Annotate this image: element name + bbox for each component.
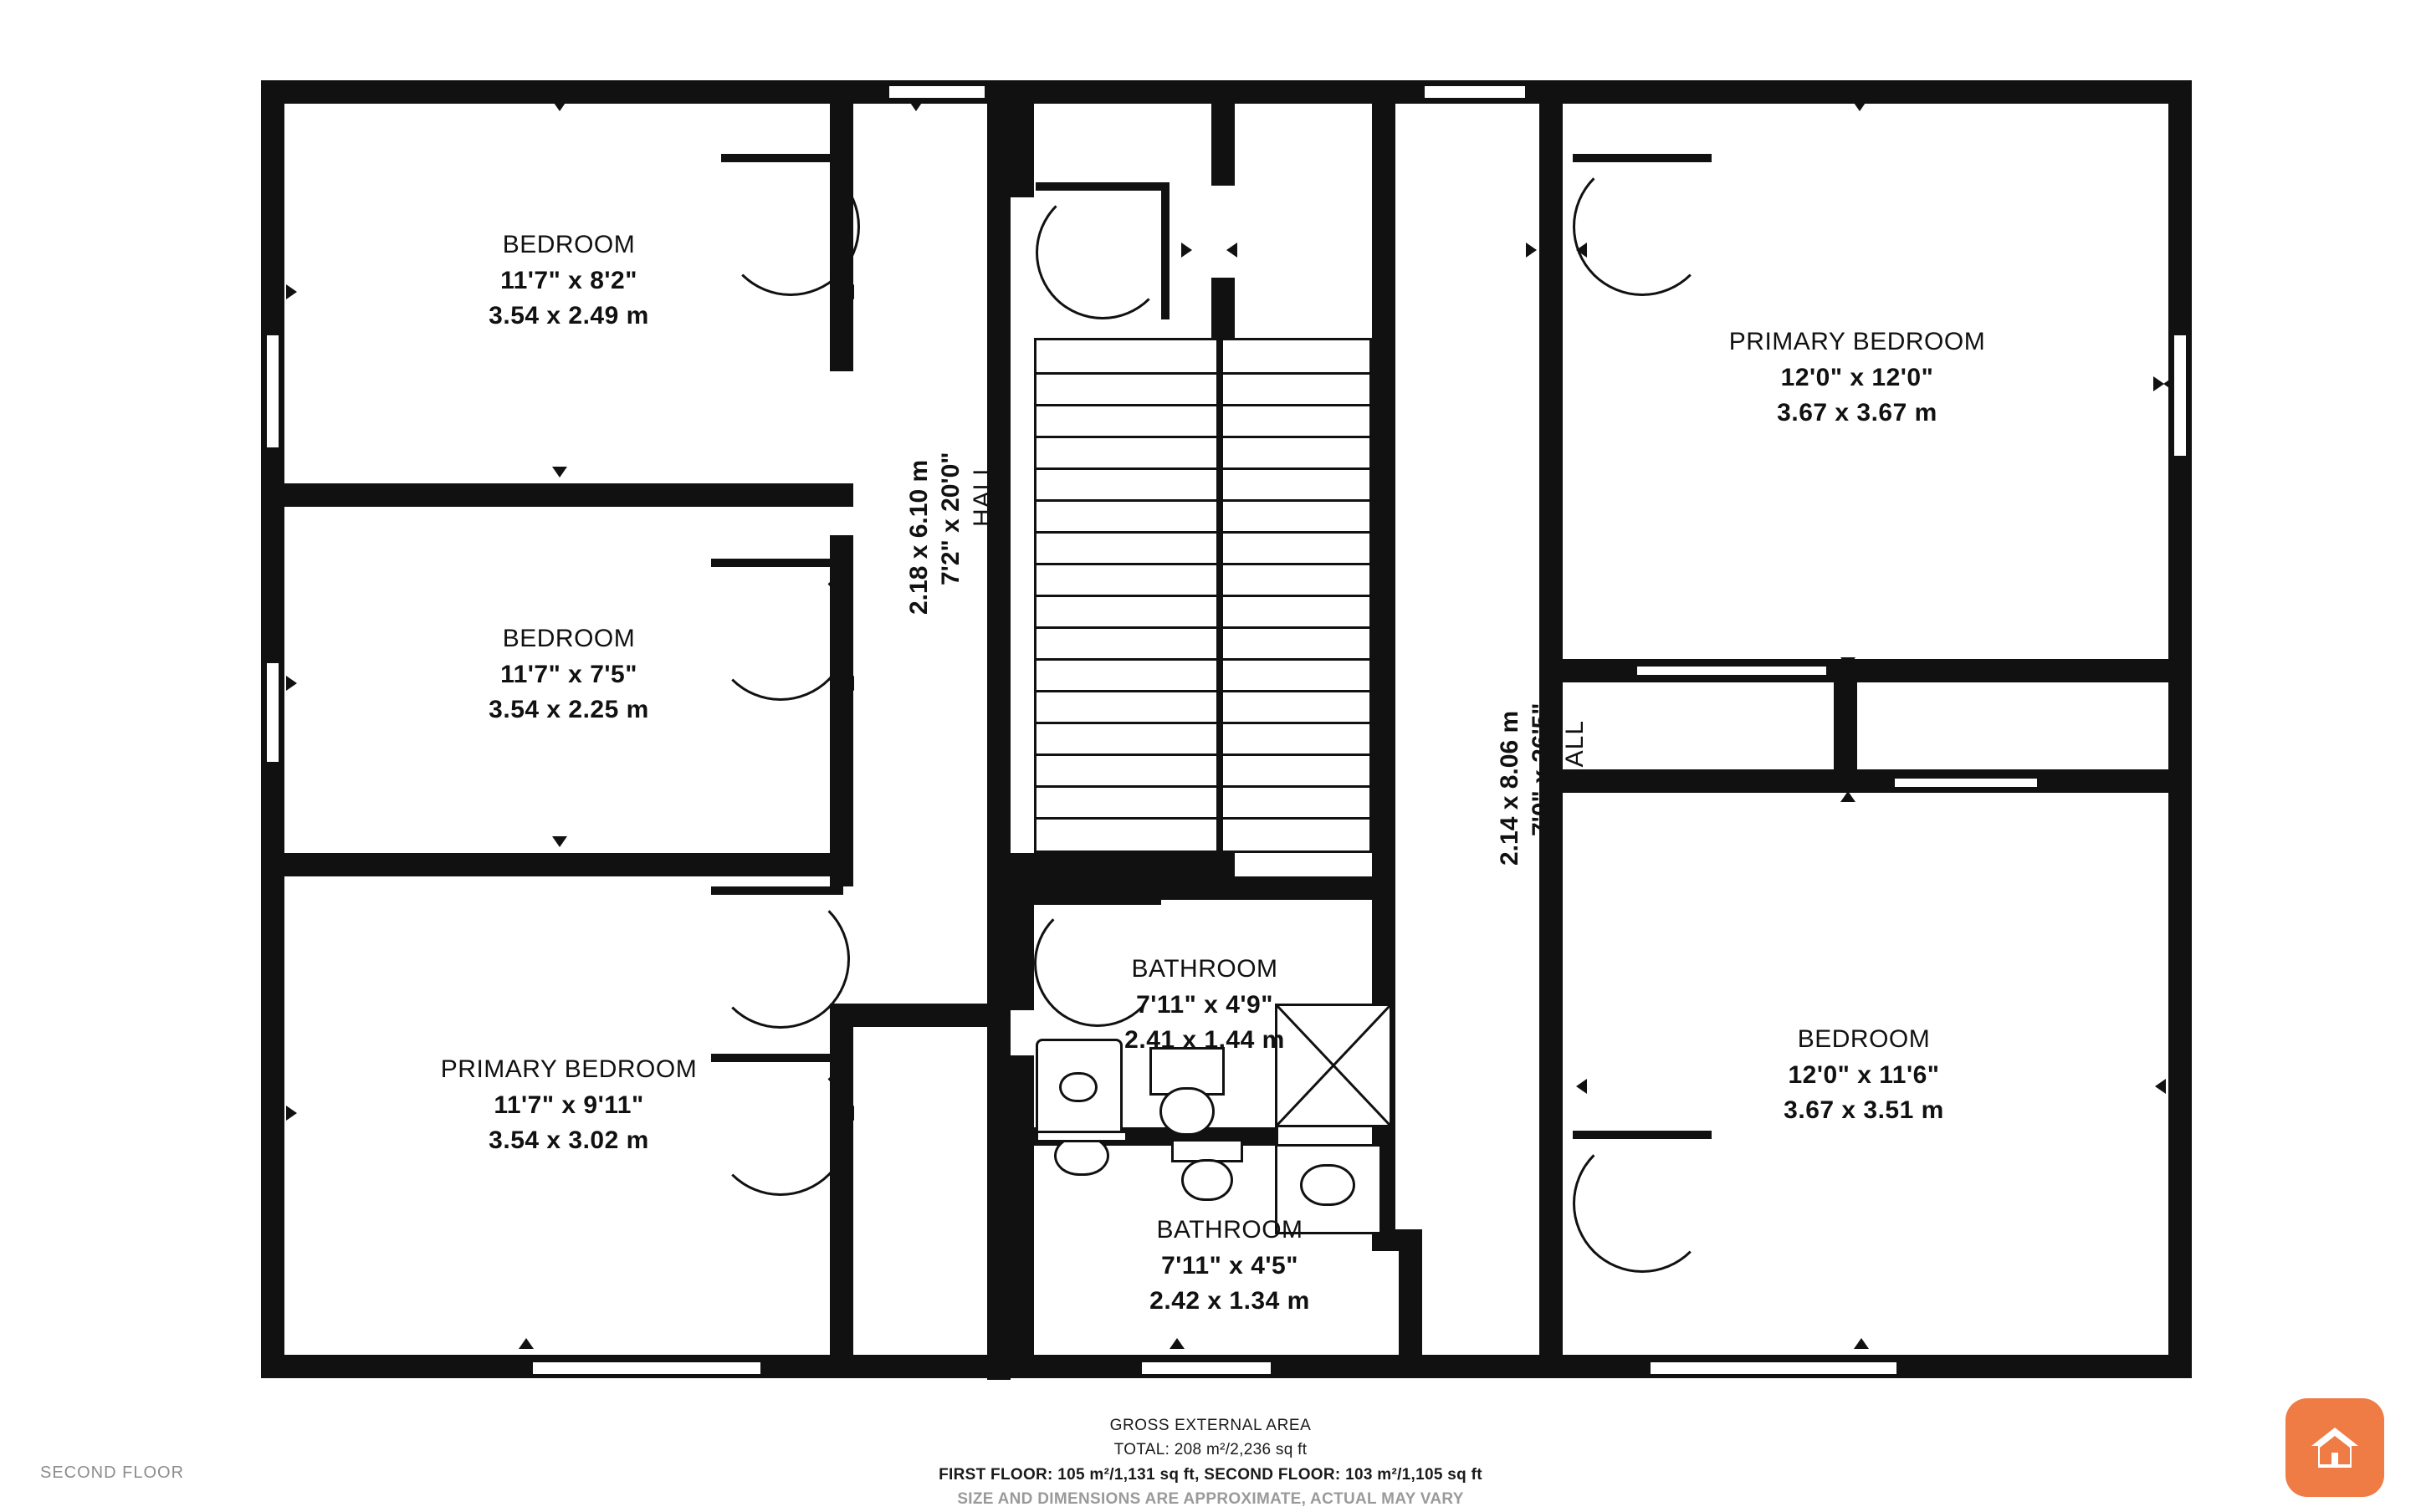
room-dim-metric: 3.54 x 2.49 m: [489, 302, 649, 330]
hall-dim-metric: 2.18 x 6.10 m: [905, 459, 933, 615]
arrow-marker: [843, 676, 854, 691]
arrow-marker: [286, 284, 297, 299]
interior-wall-bathroom-left: [1011, 876, 1034, 1010]
hall-label-left-metric: [905, 460, 934, 615]
arrow-marker: [1576, 243, 1587, 258]
toilet-lower-bowl: [1181, 1159, 1233, 1201]
arrow-marker: [1181, 243, 1192, 258]
interior-wall-bathroom-left-2: [1011, 1055, 1034, 1378]
hall-label-right-name: [1561, 720, 1589, 786]
arrow-marker: [552, 100, 567, 111]
hall-name: HALL: [1561, 719, 1589, 786]
arrow-marker: [1840, 657, 1855, 668]
arrow-marker: [552, 467, 567, 478]
room-dim-imperial: 11'7" x 7'5": [500, 660, 637, 688]
arrow-marker: [393, 490, 408, 501]
arrow-marker: [909, 100, 924, 111]
interior-wall-stair-bottom: [1011, 853, 1235, 876]
arrow-marker: [843, 1106, 854, 1121]
room-label-bathroom-lower: [1088, 1213, 1372, 1320]
footer-area-summary: [0, 1413, 2421, 1512]
door-arc-primary-left-upper: [711, 890, 850, 1029]
room-name: PRIMARY BEDROOM: [440, 1055, 698, 1083]
window-bottom-right: [1648, 1360, 1899, 1377]
interior-wall-hall-right-west: [1372, 80, 1395, 256]
arrow-marker: [552, 836, 567, 847]
room-name: BEDROOM: [502, 625, 636, 652]
interior-wall-left-upper-divider: [273, 483, 853, 507]
room-dim-metric: 3.67 x 3.51 m: [1784, 1096, 1944, 1125]
room-name: PRIMARY BEDROOM: [1728, 328, 1986, 355]
arrow-marker: [843, 284, 854, 299]
door-leaf-bedroom-mid-left: [711, 559, 843, 567]
door-leaf-center-hall: [1036, 182, 1170, 191]
hall-dim-metric: 2.14 x 8.06 m: [1496, 710, 1523, 866]
bathtub-lower: [1036, 1131, 1128, 1142]
room-label-bedroom-top-left: [376, 227, 761, 335]
hall-label-right-metric: [1496, 711, 1524, 866]
interior-wall-stair-right-col-2: [1372, 256, 1395, 876]
window-bottom-left: [530, 1360, 763, 1377]
stair-center-stringer: [1216, 338, 1223, 853]
toilet-upper-bowl: [1159, 1087, 1215, 1136]
room-name: BEDROOM: [502, 231, 636, 258]
arrow-marker: [286, 1106, 297, 1121]
room-name: BEDROOM: [1797, 1025, 1931, 1053]
room-label-bedroom-mid-left: [376, 621, 761, 728]
room-dim-metric: 3.67 x 3.67 m: [1777, 399, 1937, 427]
arrow-marker: [286, 676, 297, 691]
staircase: [1034, 338, 1372, 853]
arrow-marker: [1840, 791, 1855, 802]
interior-wall-bathroom-right-lower: [1399, 1229, 1422, 1378]
interior-wall-hall-left-bottom-stub: [830, 1004, 1011, 1027]
room-label-bedroom-bottom-right: [1671, 1022, 2056, 1129]
room-label-bathroom-upper: [1062, 952, 1347, 1059]
room-dim-imperial: 11'7" x 8'2": [500, 266, 637, 294]
arrow-marker: [393, 860, 408, 871]
window-closet-lower: [1892, 776, 2040, 789]
hall-name: HALL: [969, 460, 996, 527]
room-dim-imperial: 7'11" x 4'9": [1136, 990, 1273, 1019]
door-leaf-bedroom-top-left: [721, 154, 848, 162]
door-leaf-primary-bedroom-right: [1573, 154, 1712, 162]
hall-dim-imperial: 7'2" x 20'0": [937, 452, 965, 585]
room-label-primary-bedroom-right: [1648, 324, 2066, 432]
interior-wall-stair-top-nib: [1011, 174, 1034, 197]
arrow-marker: [1170, 1338, 1185, 1349]
arrow-marker: [1226, 243, 1237, 258]
door-arc-bedroom-bottom-right: [1573, 1134, 1712, 1273]
arrow-marker: [519, 1338, 534, 1349]
window-closet-upper: [1635, 664, 1829, 677]
room-dim-metric: 2.41 x 1.44 m: [1124, 1026, 1285, 1055]
arrow-marker: [1201, 883, 1216, 894]
room-dim-metric: 3.54 x 3.02 m: [489, 1126, 649, 1155]
hall-label-left-name: [969, 461, 997, 527]
sink-upper: [1059, 1072, 1098, 1102]
arrow-marker: [2155, 1079, 2166, 1094]
room-dim-imperial: 12'0" x 12'0": [1780, 363, 1934, 391]
arrow-marker: [1021, 995, 1031, 1010]
arrow-marker: [1021, 1285, 1031, 1300]
window-top-center-right: [1422, 84, 1528, 100]
hall-label-left-imperial: [937, 452, 965, 586]
interior-wall-hall-right-east: [1539, 80, 1563, 289]
door-leaf-bedroom-bottom-right: [1573, 1131, 1712, 1139]
total-area-value: TOTAL: 208 m²/2,236 sq ft: [1113, 1441, 1308, 1459]
arrow-marker: [1854, 1338, 1869, 1349]
door-leaf-primary-left-upper: [711, 886, 843, 895]
room-dim-imperial: 7'11" x 4'5": [1161, 1251, 1298, 1280]
window-right-upper: [2172, 333, 2188, 458]
room-dim-metric: 3.54 x 2.25 m: [489, 696, 649, 724]
exterior-wall-right: [2168, 80, 2192, 1378]
interior-wall-right-lower-divider: [1563, 769, 2192, 793]
sink-lower: [1300, 1164, 1355, 1206]
interior-wall-hall-right-east-nib: [1539, 264, 1563, 289]
floor-tag: SECOND FLOOR: [40, 1463, 185, 1482]
window-top-center-left: [887, 84, 987, 100]
room-name: BATHROOM: [1156, 1216, 1303, 1244]
arrow-marker: [1576, 1079, 1587, 1094]
arrow-marker: [2163, 376, 2174, 391]
window-bottom-center: [1139, 1360, 1273, 1377]
interior-wall-center-top-bar: [1011, 80, 1235, 104]
arrow-marker: [2153, 376, 2164, 391]
hall-label-right-imperial: [1528, 703, 1556, 837]
room-name: BATHROOM: [1131, 955, 1278, 983]
room-dim-imperial: 12'0" x 11'6": [1788, 1060, 1940, 1089]
room-dim-metric: 2.42 x 1.34 m: [1149, 1287, 1310, 1315]
house-logo-icon: [2285, 1398, 2384, 1497]
arrow-marker: [1852, 100, 1867, 111]
door-leaf-center-hall-jamb: [1161, 182, 1170, 319]
door-arc-center-hall: [1036, 186, 1170, 319]
arrow-marker: [1526, 243, 1537, 258]
door-leaf-bathroom-upper: [1034, 896, 1161, 905]
arrow-marker: [903, 1009, 919, 1019]
gross-external-area-label: GROSS EXTERNAL AREA: [1109, 1417, 1312, 1434]
room-label-primary-bedroom-left: [360, 1052, 778, 1159]
window-left-upper: [264, 333, 281, 450]
interior-wall-left-lower-divider: [273, 853, 853, 876]
window-left-mid: [264, 661, 281, 764]
hall-dim-imperial: 7'0" x 26'5": [1528, 702, 1555, 836]
door-arc-primary-bedroom-right: [1573, 157, 1712, 296]
room-dim-imperial: 11'7" x 9'11": [494, 1091, 644, 1119]
disclaimer-text: SIZE AND DIMENSIONS ARE APPROXIMATE, ACTUAL MAY VARY: [957, 1490, 1464, 1509]
floor-breakdown-value: FIRST FLOOR: 105 m²/1,131 sq ft, SECOND FLOOR: 103 m²/1,105 sq ft: [939, 1465, 1482, 1484]
interior-wall-hall-left-east: [987, 80, 1011, 333]
